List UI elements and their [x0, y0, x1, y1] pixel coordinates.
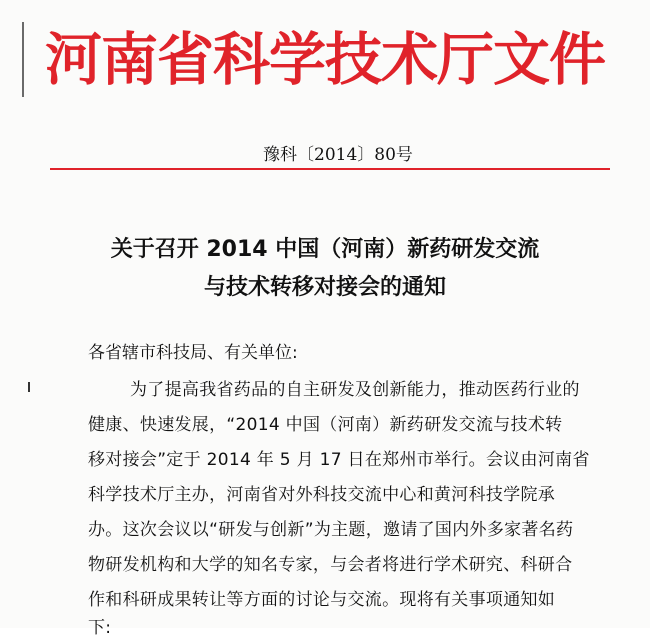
body-line: 科学技术厅主办，河南省对外科技交流中心和黄河科技学院承 — [88, 485, 556, 505]
body-line: 物研发机构和大学的知名专家，与会者将进行学术研究、科研合 — [88, 555, 573, 575]
body-line: 健康、快速发展，“2014 中国（河南）新药研发交流与技术转 — [88, 415, 563, 435]
body-line: 为了提高我省药品的自主研发及创新能力，推动医药行业的 — [130, 380, 580, 400]
margin-mark — [28, 382, 30, 392]
notice-title-line-1: 关于召开 2014 中国（河南）新药研发交流 — [110, 237, 540, 262]
document-number: 豫科〔2014〕80号 — [263, 145, 413, 165]
notice-title-line-2: 与技术转移对接会的通知 — [203, 275, 446, 300]
body-line: 办。这次会议以“研发与创新”为主题，邀请了国内外多家著名药 — [88, 520, 574, 540]
body-line: 下: — [88, 618, 112, 638]
salutation: 各省辖市科技局、有关单位: — [88, 343, 298, 363]
red-divider-line — [50, 168, 610, 170]
body-line: 作和科研成果转让等方面的讨论与交流。现将有关事项通知如 — [88, 590, 556, 610]
body-line: 移对接会”定于 2014 年 5 月 17 日在郑州市举行。会议由河南省 — [88, 450, 590, 470]
agency-header-title: 河南省科学技术厅文件 — [45, 26, 605, 93]
